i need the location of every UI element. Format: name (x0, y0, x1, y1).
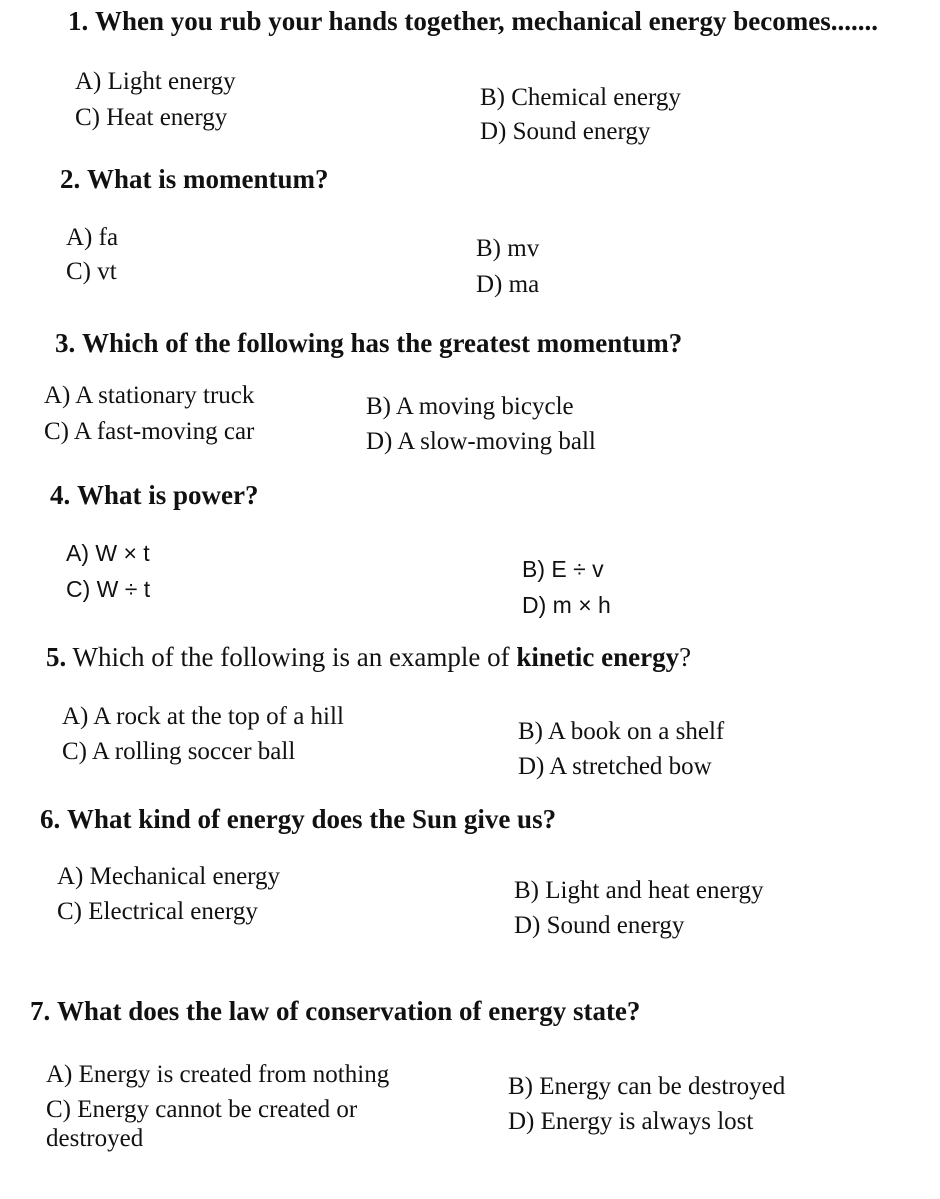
option-d: D) ma (476, 271, 540, 298)
question-1 (68, 6, 878, 37)
question-number: 3. (55, 328, 76, 358)
question-text: When you rub your hands together, mechanical energy becomes....... (95, 6, 878, 36)
question-7 (30, 996, 640, 1027)
option-d: D) m × h (522, 592, 611, 618)
question-text: What does the law of conservation of energy state? (57, 996, 641, 1026)
question-6 (40, 804, 556, 835)
option-b: B) Light and heat energy (514, 877, 764, 904)
option-c: C) vt (66, 258, 117, 285)
option-b: B) Chemical energy (480, 84, 681, 111)
question-5 (46, 642, 691, 673)
option-d: D) Energy is always lost (508, 1108, 754, 1135)
option-c: C) A fast-moving car (44, 418, 255, 445)
question-text: What is power? (77, 480, 259, 510)
option-b: B) mv (476, 235, 540, 262)
option-b: B) Energy can be destroyed (508, 1073, 786, 1100)
option-b: B) A moving bicycle (366, 393, 574, 420)
option-d: D) A stretched bow (518, 753, 712, 780)
option-b: B) E ÷ v (522, 556, 604, 582)
question-number: 4. (50, 480, 71, 510)
question-text: Which of the following has the greatest momentum? (82, 328, 683, 358)
option-c: C) W ÷ t (66, 576, 151, 602)
question-text: What kind of energy does the Sun give us? (67, 804, 557, 834)
option-d: D) A slow-moving ball (366, 428, 596, 455)
option-a: A) Light energy (75, 68, 236, 95)
question-keyword: kinetic energy (516, 642, 680, 672)
question-number: 7. (30, 996, 51, 1026)
option-d: D) Sound energy (514, 912, 685, 939)
option-c: C) A rolling soccer ball (62, 738, 296, 765)
question-text: Which of the following is an example of (72, 642, 510, 672)
option-c: C) Heat energy (75, 104, 228, 131)
question-number: 2. (60, 164, 81, 194)
option-b: B) A book on a shelf (518, 718, 725, 745)
question-4 (50, 480, 259, 511)
question-2 (60, 164, 329, 195)
question-number: 1. (68, 6, 89, 36)
question-3 (55, 328, 682, 359)
option-a: A) Energy is created from nothing (46, 1061, 390, 1088)
question-text-end: ? (679, 642, 692, 672)
option-a: A) A stationary truck (44, 382, 255, 409)
question-text: What is momentum? (87, 164, 329, 194)
option-a: A) W × t (66, 540, 150, 566)
option-a: A) fa (66, 224, 119, 251)
option-c: C) Electrical energy (57, 898, 258, 925)
option-a: A) A rock at the top of a hill (62, 703, 344, 730)
question-number: 5. (46, 642, 67, 672)
option-d: D) Sound energy (480, 118, 651, 145)
option-c: C) Energy cannot be created or destroyed (46, 1096, 358, 1152)
question-number: 6. (40, 804, 61, 834)
option-a: A) Mechanical energy (57, 863, 281, 890)
